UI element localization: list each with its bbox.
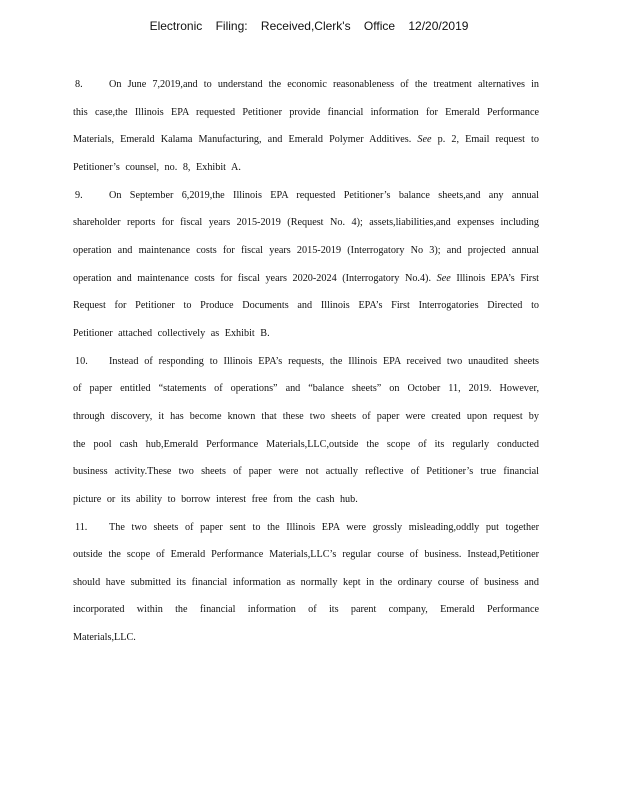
paragraph-9 <box>73 182 539 348</box>
electronic-filing-header: Electronic Filing: Received,Clerk's Office 12/20/2019 <box>149 19 469 33</box>
paragraph-text: The two sheets of paper sent to the Illinois EPA were grossly misleading,oddly put together outside the scope of Emerald Performance Materials,LLC’s regular course of business. Instead,Petitioner should have submitted its financial information as normally kept in the ordinary course of business and incorporated within the financial information of its parent company, Emerald Performance Materials,LLC. <box>73 521 539 644</box>
citation-signal: See <box>417 134 432 146</box>
citation-signal: See <box>436 272 451 284</box>
paragraph-11 <box>73 514 539 652</box>
paragraph-text: Illinois EPA’s First Request for Petitioner to Produce Documents and Illinois EPA’s First Interrogatories Directed to Petitioner attached collectively as Exhibit B. <box>73 272 539 339</box>
paragraph-number: 11. <box>75 521 88 533</box>
document-body <box>73 71 539 652</box>
paragraph-text: p. 2, Email request to Petitioner’s counsel, no. 8, Exhibit A. <box>73 134 539 173</box>
paragraph-8 <box>73 71 539 182</box>
paragraph-number: 10. <box>75 355 88 367</box>
paragraph-text: On September 6,2019,the Illinois EPA requested Petitioner’s balance sheets,and any annual shareholder reports for fiscal years 2015-2019 (Request No. 4); assets,liabilities,and expenses including operation and maintenance costs for fiscal years 2015-2019 (Interrogatory No 3); and projected annual operation and maintenance costs for fiscal years 2020-2024 (Interrogatory No.4). <box>73 189 539 284</box>
paragraph-text: On June 7,2019,and to understand the economic reasonableness of the treatment alternatives in this case,the Illinois EPA requested Petitioner provide financial information for Emerald Performance Materials, Emerald Kalama Manufacturing, and Emerald Polymer Additives. <box>73 79 539 146</box>
paragraph-number: 9. <box>75 189 83 201</box>
paragraph-number: 8. <box>75 79 83 90</box>
paragraph-10 <box>73 348 539 514</box>
paragraph-text: Instead of responding to Illinois EPA’s requests, the Illinois EPA received two unaudited sheets of paper entitled “statements of operations” and “balance sheets” on October 11, 2019. However, through discovery, it has become known that these two sheets of paper were created upon request by the pool cash hub,Emerald Performance Materials,LLC,outside the scope of its regularly conducted business activity.These two sheets of paper were not actually reflective of Petitioner’s true financial picture or its ability to borrow interest free from the cash hub. <box>73 355 539 505</box>
